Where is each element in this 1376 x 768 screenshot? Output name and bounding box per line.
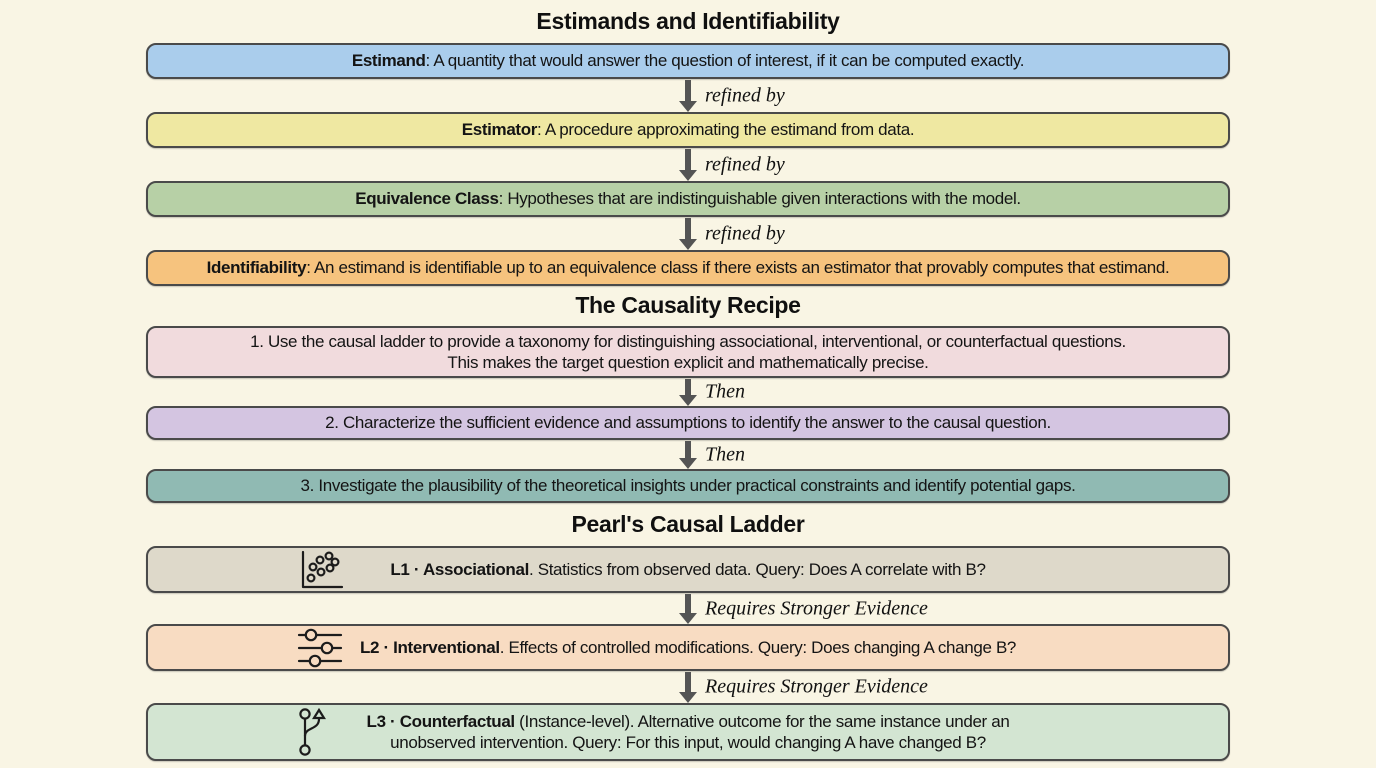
estimator-box: [146, 112, 1230, 148]
identifiability-box: [146, 250, 1230, 286]
down-arrow-icon: [679, 594, 697, 624]
recipe-step-1-box: [146, 326, 1230, 378]
then-connector-1: [0, 378, 1376, 406]
recipe-step-2-box: [146, 406, 1230, 440]
requires-stronger-evidence-connector-2: [0, 671, 1376, 703]
identifiability-box-text: Identifiability: An estimand is identifiable up to an equivalence class if there exists an estimator that provably computes that estimand.: [206, 258, 1170, 278]
connector-label: Requires Stronger Evidence: [705, 597, 928, 619]
connector-label: refined by: [705, 222, 785, 244]
recipe-step-3-text: 3. Investigate the plausibility of the theoretical insights under practical constraints and identify potential gaps.: [300, 476, 1076, 496]
connector-label: Then: [705, 380, 745, 403]
equivalence-class-box-text: Equivalence Class: Hypotheses that are indistinguishable given interactions with the model.: [355, 189, 1021, 209]
scatter-plot-icon: [296, 549, 346, 591]
requires-stronger-evidence-connector-1: [0, 593, 1376, 624]
estimand-box: [146, 43, 1230, 79]
equivalence-class-box: [146, 181, 1230, 217]
then-connector-2: [0, 440, 1376, 469]
section-title-ladder: Pearl's Causal Ladder: [571, 511, 805, 537]
section-title-estimands: Estimands and Identifiability: [536, 8, 840, 34]
ladder-l1-text: L1 · Associational. Statistics from observed data. Query: Does A correlate with B?: [390, 559, 986, 579]
down-arrow-icon: [679, 218, 697, 250]
recipe-step-3-box: [146, 469, 1230, 503]
estimand-box-text: Estimand: A quantity that would answer the question of interest, if it can be computed exactly.: [351, 51, 1025, 71]
branch-up-arrow-icon: [296, 706, 330, 758]
estimator-box-text: Estimator: A procedure approximating the estimand from data.: [461, 120, 915, 140]
refined-by-connector-3: [0, 217, 1376, 250]
down-arrow-icon: [679, 149, 697, 181]
ladder-l3-text: L3 · Counterfactual (Instance-level). Alternative outcome for the same instance under an unobserved intervention. Query: For this input, would changing A have changed B?: [366, 711, 1010, 752]
recipe-step-1-text: 1. Use the causal ladder to provide a taxonomy for distinguishing associational, interventional, or counterfactual questions. This makes the target question explicit and mathematically precise.: [250, 331, 1126, 372]
connector-label: Requires Stronger Evidence: [705, 675, 928, 698]
ladder-l2-text: L2 · Interventional. Effects of controlled modifications. Query: Does changing A change B?: [359, 637, 1017, 657]
connector-label: refined by: [705, 153, 785, 175]
refined-by-connector-2: [0, 148, 1376, 181]
down-arrow-icon: [679, 441, 697, 469]
section-title-recipe: The Causality Recipe: [575, 292, 801, 318]
ladder-l1-box: [146, 546, 1230, 593]
down-arrow-icon: [679, 379, 697, 406]
connector-label: refined by: [705, 84, 785, 106]
down-arrow-icon: [679, 672, 697, 703]
ladder-l2-box: [146, 624, 1230, 671]
refined-by-connector-1: [0, 79, 1376, 112]
connector-label: Then: [705, 443, 745, 465]
down-arrow-icon: [679, 80, 697, 112]
recipe-step-2-text: 2. Characterize the sufficient evidence and assumptions to identify the answer to the causal question.: [325, 413, 1051, 433]
sliders-icon: [296, 628, 344, 668]
ladder-l3-box: [146, 703, 1230, 761]
